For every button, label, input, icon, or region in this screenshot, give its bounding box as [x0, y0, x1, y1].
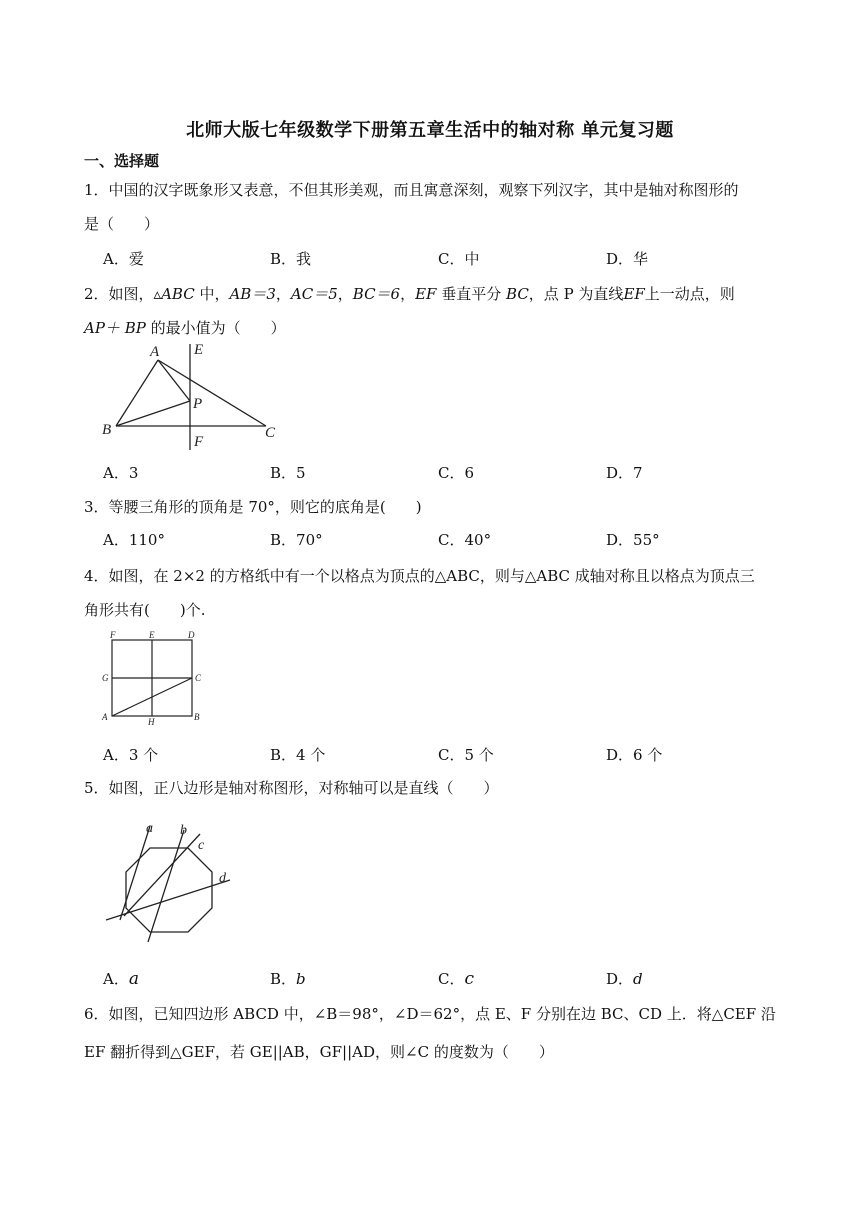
label-g: G [102, 673, 109, 683]
q2-bc2: BC [506, 285, 529, 303]
label-e: E [194, 342, 204, 358]
q1-stem-line2: 是（ ） [84, 215, 160, 233]
q2-stem-line2 [84, 316, 286, 340]
q2-text: 的最小值为（ ） [145, 319, 286, 337]
q1-option-b: B．我 [270, 250, 312, 268]
label-a: A [102, 712, 108, 722]
q5-option-c [438, 968, 474, 989]
q5-option-d [606, 968, 643, 989]
label-f: F [194, 434, 204, 450]
q5-octagon-figure [100, 816, 240, 946]
q5-stem: 5．如图，正八边形是轴对称图形，对称轴可以是直线（ ） [84, 779, 499, 797]
q4-stem-line1: 4．如图，在 2×2 的方格纸中有一个以格点为顶点的△ABC，则与△ABC 成轴对称且以格点为顶点三 [84, 567, 755, 585]
q6-stem-line2: EF 翻折得到△GEF，若 GE||AB，GF||AD，则∠C 的度数为（ ） [84, 1043, 554, 1061]
q2-ab: AB＝3 [229, 285, 276, 303]
label-h: H [148, 717, 155, 727]
q2-triangle-figure [98, 338, 288, 458]
q2-text: 垂直平分 [436, 285, 507, 303]
q2-option-b: B．5 [270, 464, 306, 482]
q2-option-c: C．6 [438, 464, 475, 482]
q2-expression: AP＋ BP [84, 319, 146, 337]
q3-option-d: D．55° [606, 531, 660, 549]
q2-ef2: EF [623, 285, 645, 303]
q2-sep: ， [337, 285, 353, 303]
line-a [120, 826, 150, 920]
q5-option-a [103, 968, 139, 989]
edge-ac [158, 360, 266, 426]
q1-option-d: D．华 [606, 250, 649, 268]
label-b: B [194, 712, 200, 722]
label-b: b [180, 823, 187, 838]
q6-stem-line1: 6．如图，已知四边形 ABCD 中，∠B＝98°，∠D＝62°，点 E、F 分别在边 BC、CD 上．将△CEF 沿 [84, 1005, 776, 1023]
q2-sep: ， [275, 285, 291, 303]
q1-option-c: C．中 [438, 250, 480, 268]
q5-option-b-prefix: B． [270, 970, 297, 988]
q4-option-c: C．5 个 [438, 746, 494, 764]
q2-option-d: D．7 [606, 464, 643, 482]
q4-option-b: B．4 个 [270, 746, 326, 764]
q2-stem-line1 [84, 282, 735, 306]
q4-option-a: A．3 个 [103, 746, 159, 764]
line-c [124, 834, 200, 916]
q2-ef: EF [415, 285, 437, 303]
q2-text: ，点 P 为直线 [528, 285, 624, 303]
section-heading: 一、选择题 [84, 152, 160, 170]
q3-option-b: B．70° [270, 531, 323, 549]
q1-option-a: A．爱 [103, 250, 144, 268]
q1-stem-line1: 1．中国的汉字既象形又表意，不但其形美观，而且寓意深刻，观察下列汉字，其中是轴对称图形的 [84, 181, 739, 199]
label-d: d [219, 871, 226, 886]
q2-sep: ， [400, 285, 416, 303]
q5-option-d-prefix: D． [606, 970, 634, 988]
q2-option-a: A．3 [103, 464, 139, 482]
q4-stem-line2: 角形共有( )个. [84, 601, 206, 619]
label-a: a [146, 821, 153, 836]
label-c: C [265, 425, 276, 441]
edge-ab [116, 360, 158, 426]
q5-option-a-prefix: A． [103, 970, 129, 988]
q2-ac: AC＝5 [290, 285, 338, 303]
q5-option-a-var: a [128, 969, 139, 989]
q3-option-c: C．40° [438, 531, 492, 549]
segment-ap [158, 360, 190, 401]
q5-option-b-var: b [296, 970, 306, 988]
q5-option-b [270, 968, 306, 989]
label-f: F [110, 630, 116, 640]
q5-option-c-var: c [464, 969, 475, 989]
q4-option-d: D．6 个 [606, 746, 663, 764]
label-c: C [195, 673, 202, 683]
q5-option-d-var: d [633, 970, 643, 988]
q2-text: 中， [194, 285, 230, 303]
q3-stem: 3．等腰三角形的顶角是 70°，则它的底角是( ) [84, 498, 422, 516]
page-title: 北师大版七年级数学下册第五章生活中的轴对称 单元复习题 [186, 120, 674, 141]
q4-grid-figure [100, 628, 210, 730]
line-b [148, 830, 184, 942]
label-b: B [102, 422, 112, 438]
q2-text: 上一动点，则 [644, 285, 735, 303]
label-e: E [149, 630, 155, 640]
label-a: A [150, 344, 160, 360]
q2-triangle: ▵ABC [153, 285, 195, 303]
q2-text: 2．如图， [84, 285, 154, 303]
label-d: D [188, 630, 195, 640]
segment-bp [116, 401, 190, 426]
label-p: P [193, 396, 203, 412]
q2-bc: BC＝6 [352, 285, 401, 303]
q3-option-a: A．110° [103, 531, 165, 549]
label-c: c [198, 838, 205, 853]
q5-option-c-prefix: C． [438, 970, 465, 988]
